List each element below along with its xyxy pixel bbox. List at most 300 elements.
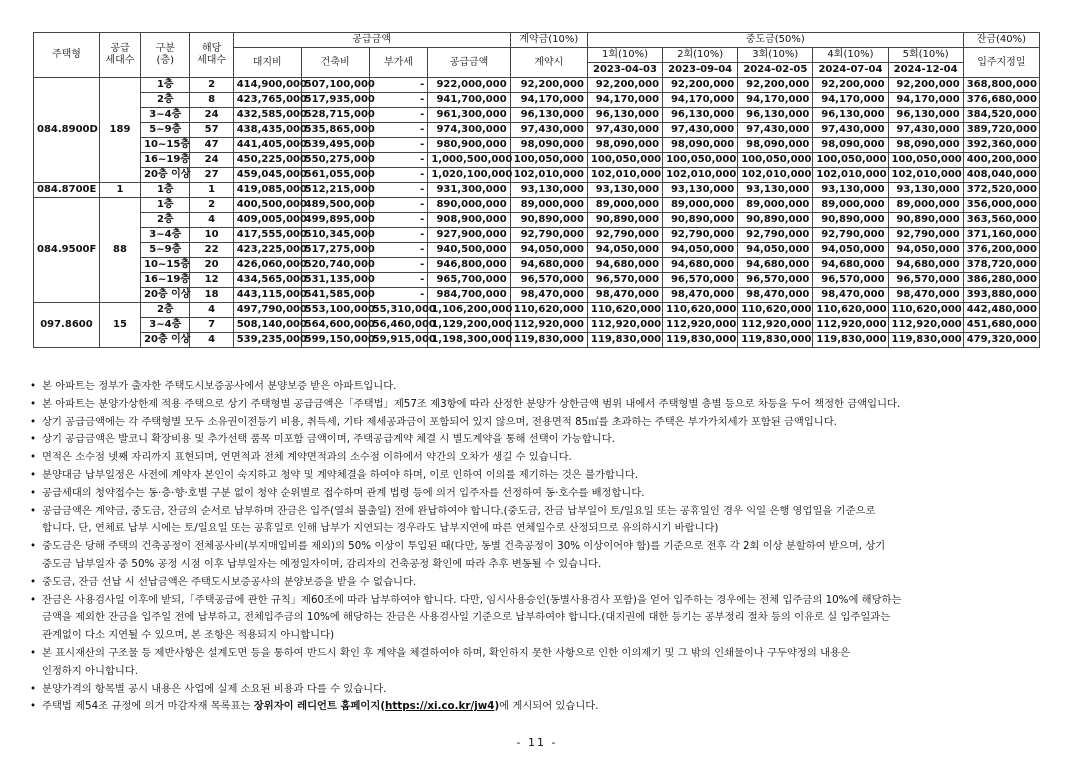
cell-m5: 92,200,000 bbox=[888, 78, 963, 93]
note-line: 합니다. 단, 연체료 납부 시에는 토/일요일 또는 공휴일로 인해 납부가 지연되는 경우라도 납부지연에 따른 연체일수로 산정되므로 유의하시기 바랍니다) bbox=[42, 522, 719, 535]
cell-balance: 479,320,000 bbox=[963, 333, 1039, 348]
cell-m3: 94,050,000 bbox=[738, 243, 813, 258]
note-line: 본 아파트는 분양가상한제 적용 주택으로 상기 주택형별 공급금액은「주택법」제57조 제3항에 따라 산정한 분양가 상한금액 범위 내에서 주택형별 층별 등으로 차등을 두어 책정한 금액입니다. bbox=[42, 397, 901, 410]
cell-m2: 100,050,000 bbox=[663, 153, 738, 168]
cell-floor: 5~9층 bbox=[141, 123, 190, 138]
table-row bbox=[34, 228, 1040, 243]
bullet: • bbox=[30, 682, 37, 695]
cell-contract: 92,200,000 bbox=[510, 78, 587, 93]
cell-land: 417,555,000 bbox=[233, 228, 301, 243]
cell-balance: 389,720,000 bbox=[963, 123, 1039, 138]
bullet: • bbox=[30, 415, 37, 428]
cell-balance: 400,200,000 bbox=[963, 153, 1039, 168]
cell-floor: 1층 bbox=[141, 183, 190, 198]
note-line: 면적은 소수점 넷째 자리까지 표현되며, 연면적과 전체 계약면적과의 소수점 이하에서 약간의 오차가 생길 수 있습니다. bbox=[42, 451, 572, 464]
cell-contract: 89,000,000 bbox=[510, 198, 587, 213]
cell-m3: 90,890,000 bbox=[738, 213, 813, 228]
note-line: 공급금액은 계약금, 중도금, 잔금의 순서로 납부하며 잔금은 입주(열쇠 불출일) 전에 완납하여야 합니다.(중도금, 잔금 납부일이 토/일요일 또는 공휴일인 경우 익일 은행 영업일을 기준으로 bbox=[42, 504, 876, 517]
cell-land: 423,765,000 bbox=[233, 93, 301, 108]
cell-balance: 376,680,000 bbox=[963, 93, 1039, 108]
table-row bbox=[34, 243, 1040, 258]
cell-m4: 119,830,000 bbox=[813, 333, 888, 348]
note-item bbox=[30, 414, 1045, 432]
note-item-homepage bbox=[30, 698, 1045, 716]
cell-m1: 94,680,000 bbox=[587, 258, 662, 273]
cell-m4: 102,010,000 bbox=[813, 168, 888, 183]
cell-vat: - bbox=[369, 213, 428, 228]
cell-contract: 97,430,000 bbox=[510, 123, 587, 138]
note-line: 분양가격의 항목별 공시 내용은 사업에 실제 소요된 비용과 다를 수 있습니다. bbox=[42, 682, 387, 695]
cell-balance: 371,160,000 bbox=[963, 228, 1039, 243]
cell-building: 510,345,000 bbox=[301, 228, 369, 243]
homepage-label bbox=[254, 700, 499, 712]
cell-land: 441,405,000 bbox=[233, 138, 301, 153]
cell-vat: - bbox=[369, 183, 428, 198]
cell-m4: 93,130,000 bbox=[813, 183, 888, 198]
cell-land: 459,045,000 bbox=[233, 168, 301, 183]
note-item bbox=[30, 449, 1045, 467]
cell-balance: 442,480,000 bbox=[963, 303, 1039, 318]
cell-count: 10 bbox=[190, 228, 233, 243]
cell-m5: 110,620,000 bbox=[888, 303, 963, 318]
cell-balance: 408,040,000 bbox=[963, 168, 1039, 183]
cell-supply: 1,129,200,000 bbox=[428, 318, 510, 333]
cell-m4: 89,000,000 bbox=[813, 198, 888, 213]
header-balance-group: 잔금(40%) bbox=[963, 33, 1039, 48]
cell-land: 409,005,000 bbox=[233, 213, 301, 228]
cell-supply: 965,700,000 bbox=[428, 273, 510, 288]
table-row bbox=[34, 303, 1040, 318]
cell-m2: 96,130,000 bbox=[663, 108, 738, 123]
note-item bbox=[30, 645, 1045, 681]
cell-m5: 93,130,000 bbox=[888, 183, 963, 198]
cell-m3: 92,200,000 bbox=[738, 78, 813, 93]
bullet: • bbox=[30, 486, 37, 499]
cell-building: 507,100,000 bbox=[301, 78, 369, 93]
cell-contract: 112,920,000 bbox=[510, 318, 587, 333]
cell-count: 4 bbox=[190, 213, 233, 228]
supply-price-table bbox=[33, 32, 1040, 348]
cell-land: 423,225,000 bbox=[233, 243, 301, 258]
header-mid3: 3회(10%) bbox=[738, 48, 813, 63]
cell-land: 419,085,000 bbox=[233, 183, 301, 198]
cell-supply: 974,300,000 bbox=[428, 123, 510, 138]
table-row bbox=[34, 108, 1040, 123]
cell-m3: 96,130,000 bbox=[738, 108, 813, 123]
cell-contract: 96,130,000 bbox=[510, 108, 587, 123]
cell-m2: 119,830,000 bbox=[663, 333, 738, 348]
header-supply-price: 공급금액 bbox=[428, 48, 510, 78]
page-number: - 11 - bbox=[516, 736, 558, 749]
note-text bbox=[42, 431, 1045, 449]
bullet: • bbox=[30, 700, 37, 713]
cell-m3: 102,010,000 bbox=[738, 168, 813, 183]
header-date1: 2023-04-03 bbox=[587, 63, 662, 78]
cell-vat: 55,310,000 bbox=[369, 303, 428, 318]
cell-contract: 96,570,000 bbox=[510, 273, 587, 288]
header-date4: 2024-07-04 bbox=[813, 63, 888, 78]
header-count: 해당 세대수 bbox=[190, 33, 233, 78]
cell-m2: 110,620,000 bbox=[663, 303, 738, 318]
cell-contract: 94,050,000 bbox=[510, 243, 587, 258]
cell-m2: 112,920,000 bbox=[663, 318, 738, 333]
cell-m2: 102,010,000 bbox=[663, 168, 738, 183]
cell-building: 512,215,000 bbox=[301, 183, 369, 198]
note-line: 본 표시재산의 구조물 등 제반사항은 설계도면 등을 통하여 반드시 확인 후 계약을 체결하여야 하며, 확인하지 못한 사항으로 인한 이의제기 및 그 밖의 인쇄물이나 구두약정의 내용은 bbox=[42, 646, 850, 659]
cell-m5: 94,170,000 bbox=[888, 93, 963, 108]
cell-type: 084.9500F bbox=[34, 198, 100, 303]
cell-vat: - bbox=[369, 108, 428, 123]
table-row bbox=[34, 78, 1040, 93]
cell-m5: 92,790,000 bbox=[888, 228, 963, 243]
table-row bbox=[34, 93, 1040, 108]
cell-m3: 94,680,000 bbox=[738, 258, 813, 273]
table-row bbox=[34, 273, 1040, 288]
cell-contract: 102,010,000 bbox=[510, 168, 587, 183]
cell-contract: 98,470,000 bbox=[510, 288, 587, 303]
cell-land: 438,435,000 bbox=[233, 123, 301, 138]
bullet: • bbox=[30, 593, 37, 606]
cell-count: 4 bbox=[190, 333, 233, 348]
cell-building: 520,740,000 bbox=[301, 258, 369, 273]
cell-building: 561,055,000 bbox=[301, 168, 369, 183]
header-building: 건축비 bbox=[301, 48, 369, 78]
cell-vat: 59,915,000 bbox=[369, 333, 428, 348]
cell-floor: 2층 bbox=[141, 303, 190, 318]
cell-floor: 3~4층 bbox=[141, 228, 190, 243]
homepage-link[interactable]: https://xi.co.kr/jw4 bbox=[385, 700, 495, 713]
bullet: • bbox=[30, 380, 37, 392]
cell-m3: 100,050,000 bbox=[738, 153, 813, 168]
cell-m5: 94,680,000 bbox=[888, 258, 963, 273]
header-mid4: 4회(10%) bbox=[813, 48, 888, 63]
note-text bbox=[42, 503, 1045, 539]
note-text bbox=[42, 378, 1045, 396]
cell-m4: 96,130,000 bbox=[813, 108, 888, 123]
bullet: • bbox=[30, 451, 37, 464]
header-supply-group: 공급금액 bbox=[233, 33, 510, 48]
cell-m2: 90,890,000 bbox=[663, 213, 738, 228]
cell-m1: 94,050,000 bbox=[587, 243, 662, 258]
cell-contract: 119,830,000 bbox=[510, 333, 587, 348]
cell-vat: - bbox=[369, 273, 428, 288]
cell-land: 450,225,000 bbox=[233, 153, 301, 168]
table-row bbox=[34, 183, 1040, 198]
cell-m4: 92,790,000 bbox=[813, 228, 888, 243]
cell-building: 599,150,000 bbox=[301, 333, 369, 348]
cell-supply: 946,800,000 bbox=[428, 258, 510, 273]
cell-m3: 112,920,000 bbox=[738, 318, 813, 333]
cell-m5: 100,050,000 bbox=[888, 153, 963, 168]
cell-land: 414,900,000 bbox=[233, 78, 301, 93]
cell-m3: 93,130,000 bbox=[738, 183, 813, 198]
header-mid2: 2회(10%) bbox=[663, 48, 738, 63]
cell-balance: 393,880,000 bbox=[963, 288, 1039, 303]
cell-supply: 980,900,000 bbox=[428, 138, 510, 153]
cell-m5: 98,470,000 bbox=[888, 288, 963, 303]
cell-m5: 112,920,000 bbox=[888, 318, 963, 333]
cell-m2: 98,470,000 bbox=[663, 288, 738, 303]
cell-count: 12 bbox=[190, 273, 233, 288]
note-suffix: 에 게시되어 있습니다. bbox=[499, 700, 599, 713]
cell-count: 1 bbox=[190, 183, 233, 198]
cell-contract: 92,790,000 bbox=[510, 228, 587, 243]
cell-balance: 376,200,000 bbox=[963, 243, 1039, 258]
cell-building: 531,135,000 bbox=[301, 273, 369, 288]
cell-building: 517,275,000 bbox=[301, 243, 369, 258]
cell-building: 539,495,000 bbox=[301, 138, 369, 153]
note-text bbox=[42, 592, 1045, 645]
cell-units: 189 bbox=[99, 78, 140, 183]
cell-m2: 94,680,000 bbox=[663, 258, 738, 273]
cell-m4: 94,050,000 bbox=[813, 243, 888, 258]
header-type: 주택형 bbox=[34, 33, 100, 78]
cell-m3: 119,830,000 bbox=[738, 333, 813, 348]
header-mid-group: 중도금(50%) bbox=[587, 33, 963, 48]
cell-m2: 93,130,000 bbox=[663, 183, 738, 198]
cell-m2: 94,050,000 bbox=[663, 243, 738, 258]
cell-type: 084.8700E bbox=[34, 183, 100, 198]
note-text bbox=[42, 414, 1045, 432]
cell-supply: 927,900,000 bbox=[428, 228, 510, 243]
note-line: 잔금은 사용검사일 이후에 받되,「주택공급에 관한 규칙」제60조에 따라 납부하여야 합니다. 다만, 임시사용승인(동별사용검사 포함)을 얻어 입주하는 경우에는 전체 입주금의 10%에 해당하는 bbox=[42, 593, 902, 606]
table-row bbox=[34, 198, 1040, 213]
cell-floor: 2층 bbox=[141, 213, 190, 228]
homepage-paren: ) bbox=[494, 700, 500, 713]
cell-m5: 98,090,000 bbox=[888, 138, 963, 153]
cell-m2: 92,790,000 bbox=[663, 228, 738, 243]
cell-floor: 20층 이상 bbox=[141, 288, 190, 303]
note-text bbox=[42, 681, 1045, 699]
cell-type: 097.8600 bbox=[34, 303, 100, 348]
cell-m4: 92,200,000 bbox=[813, 78, 888, 93]
cell-balance: 356,000,000 bbox=[963, 198, 1039, 213]
cell-count: 24 bbox=[190, 153, 233, 168]
bullet: • bbox=[30, 646, 37, 659]
note-item bbox=[30, 485, 1045, 503]
cell-contract: 100,050,000 bbox=[510, 153, 587, 168]
cell-floor: 5~9층 bbox=[141, 243, 190, 258]
cell-vat: 56,460,000 bbox=[369, 318, 428, 333]
note-line: 상기 공급금액은 발코니 확장비용 및 추가선택 품목 미포함 금액이며, 주택공급계약 체결 시 별도계약을 통해 선택이 가능합니다. bbox=[42, 433, 615, 446]
note-item bbox=[30, 538, 1045, 574]
note-line: 본 아파트는 정부가 출자한 주택도시보증공사에서 분양보증 받은 아파트입니다. bbox=[42, 380, 397, 392]
note-text bbox=[42, 396, 1045, 414]
notes-list bbox=[30, 378, 1045, 716]
cell-m1: 96,130,000 bbox=[587, 108, 662, 123]
cell-contract: 93,130,000 bbox=[510, 183, 587, 198]
cell-land: 539,235,000 bbox=[233, 333, 301, 348]
note-text bbox=[42, 645, 1045, 681]
cell-m1: 92,200,000 bbox=[587, 78, 662, 93]
cell-floor: 2층 bbox=[141, 93, 190, 108]
table-row bbox=[34, 288, 1040, 303]
cell-m5: 97,430,000 bbox=[888, 123, 963, 138]
cell-count: 7 bbox=[190, 318, 233, 333]
bullet: • bbox=[30, 397, 37, 410]
cell-balance: 372,520,000 bbox=[963, 183, 1039, 198]
note-line: 금액을 제외한 잔금을 입주일 전에 납부하고, 전체입주금의 10%에 해당하는 잔금은 사용검사일 기준으로 납부하여야 합니다.(대지권에 대한 등기는 공부정리 절차 등의 이유로 실 입주일과는 bbox=[42, 611, 891, 624]
cell-m5: 90,890,000 bbox=[888, 213, 963, 228]
cell-m4: 98,090,000 bbox=[813, 138, 888, 153]
cell-land: 434,565,000 bbox=[233, 273, 301, 288]
table-row bbox=[34, 333, 1040, 348]
cell-count: 24 bbox=[190, 108, 233, 123]
table-row bbox=[34, 123, 1040, 138]
cell-m1: 92,790,000 bbox=[587, 228, 662, 243]
note-prefix: 주택법 제54조 규정에 의거 마감자재 목록표는 bbox=[42, 700, 254, 713]
cell-m4: 94,680,000 bbox=[813, 258, 888, 273]
cell-contract: 90,890,000 bbox=[510, 213, 587, 228]
cell-m1: 97,430,000 bbox=[587, 123, 662, 138]
cell-land: 426,060,000 bbox=[233, 258, 301, 273]
cell-building: 489,500,000 bbox=[301, 198, 369, 213]
note-text bbox=[42, 467, 1045, 485]
note-line: 공급세대의 청약접수는 동·층·향·호별 구분 없이 청약 순위별로 접수하며 관계 법령 등에 의거 입주자를 선정하여 동·호수를 배정합니다. bbox=[42, 486, 645, 499]
note-item bbox=[30, 378, 1045, 396]
header-land: 대지비 bbox=[233, 48, 301, 78]
cell-land: 400,500,000 bbox=[233, 198, 301, 213]
table-row bbox=[34, 153, 1040, 168]
cell-building: 517,935,000 bbox=[301, 93, 369, 108]
cell-supply: 922,000,000 bbox=[428, 78, 510, 93]
cell-m3: 89,000,000 bbox=[738, 198, 813, 213]
cell-floor: 16~19층 bbox=[141, 273, 190, 288]
cell-supply: 984,700,000 bbox=[428, 288, 510, 303]
cell-building: 535,865,000 bbox=[301, 123, 369, 138]
cell-m4: 98,470,000 bbox=[813, 288, 888, 303]
cell-m5: 119,830,000 bbox=[888, 333, 963, 348]
cell-supply: 908,900,000 bbox=[428, 213, 510, 228]
cell-m1: 110,620,000 bbox=[587, 303, 662, 318]
cell-balance: 384,520,000 bbox=[963, 108, 1039, 123]
cell-building: 541,585,000 bbox=[301, 288, 369, 303]
table-row bbox=[34, 213, 1040, 228]
cell-m5: 102,010,000 bbox=[888, 168, 963, 183]
cell-land: 443,115,000 bbox=[233, 288, 301, 303]
cell-m2: 96,570,000 bbox=[663, 273, 738, 288]
cell-m1: 93,130,000 bbox=[587, 183, 662, 198]
cell-supply: 1,000,500,000 bbox=[428, 153, 510, 168]
cell-units: 15 bbox=[99, 303, 140, 348]
cell-supply: 1,020,100,000 bbox=[428, 168, 510, 183]
cell-vat: - bbox=[369, 243, 428, 258]
note-item bbox=[30, 574, 1045, 592]
bullet: • bbox=[30, 468, 37, 481]
cell-m3: 92,790,000 bbox=[738, 228, 813, 243]
cell-m1: 96,570,000 bbox=[587, 273, 662, 288]
cell-supply: 1,198,300,000 bbox=[428, 333, 510, 348]
cell-vat: - bbox=[369, 288, 428, 303]
cell-vat: - bbox=[369, 228, 428, 243]
cell-balance: 392,360,000 bbox=[963, 138, 1039, 153]
cell-m4: 90,890,000 bbox=[813, 213, 888, 228]
cell-vat: - bbox=[369, 138, 428, 153]
note-line: 상기 공급금액에는 각 주택형별 모두 소유권이전등기 비용, 취득세, 기타 제세공과금이 포함되어 있지 않으며, 전용면적 85㎡를 초과하는 주택은 부가가치세가 포함된 금액입니다. bbox=[42, 415, 837, 428]
cell-m1: 90,890,000 bbox=[587, 213, 662, 228]
cell-m4: 112,920,000 bbox=[813, 318, 888, 333]
cell-floor: 10~15층 bbox=[141, 258, 190, 273]
cell-count: 22 bbox=[190, 243, 233, 258]
cell-m3: 94,170,000 bbox=[738, 93, 813, 108]
cell-units: 1 bbox=[99, 183, 140, 198]
cell-balance: 386,280,000 bbox=[963, 273, 1039, 288]
table-row bbox=[34, 258, 1040, 273]
cell-count: 47 bbox=[190, 138, 233, 153]
cell-supply: 1,106,200,000 bbox=[428, 303, 510, 318]
cell-floor: 16~19층 bbox=[141, 153, 190, 168]
note-text bbox=[42, 538, 1045, 574]
cell-floor: 10~15층 bbox=[141, 138, 190, 153]
note-text bbox=[42, 574, 1045, 592]
cell-m2: 97,430,000 bbox=[663, 123, 738, 138]
cell-count: 27 bbox=[190, 168, 233, 183]
cell-m5: 89,000,000 bbox=[888, 198, 963, 213]
cell-balance: 451,680,000 bbox=[963, 318, 1039, 333]
cell-vat: - bbox=[369, 93, 428, 108]
cell-m1: 102,010,000 bbox=[587, 168, 662, 183]
cell-building: 528,715,000 bbox=[301, 108, 369, 123]
note-line: 인정하지 아니합니다. bbox=[42, 664, 139, 677]
cell-type: 084.8900D bbox=[34, 78, 100, 183]
header-floor: 구분 (층) bbox=[141, 33, 190, 78]
note-item bbox=[30, 431, 1045, 449]
cell-m5: 94,050,000 bbox=[888, 243, 963, 258]
cell-m3: 98,470,000 bbox=[738, 288, 813, 303]
note-text bbox=[42, 449, 1045, 467]
cell-count: 2 bbox=[190, 78, 233, 93]
cell-m1: 94,170,000 bbox=[587, 93, 662, 108]
cell-contract: 98,090,000 bbox=[510, 138, 587, 153]
cell-supply: 940,500,000 bbox=[428, 243, 510, 258]
note-item bbox=[30, 681, 1045, 699]
header-contract-group: 계약금(10%) bbox=[510, 33, 587, 48]
header-vat: 부가세 bbox=[369, 48, 428, 78]
cell-m2: 94,170,000 bbox=[663, 93, 738, 108]
cell-m1: 119,830,000 bbox=[587, 333, 662, 348]
header-mid1: 1회(10%) bbox=[587, 48, 662, 63]
cell-vat: - bbox=[369, 198, 428, 213]
note-text bbox=[42, 485, 1045, 503]
bullet: • bbox=[30, 504, 37, 517]
cell-balance: 363,560,000 bbox=[963, 213, 1039, 228]
cell-m1: 98,090,000 bbox=[587, 138, 662, 153]
cell-supply: 931,300,000 bbox=[428, 183, 510, 198]
cell-vat: - bbox=[369, 153, 428, 168]
cell-building: 550,275,000 bbox=[301, 153, 369, 168]
cell-m1: 112,920,000 bbox=[587, 318, 662, 333]
cell-building: 553,100,000 bbox=[301, 303, 369, 318]
cell-floor: 20층 이상 bbox=[141, 168, 190, 183]
bullet: • bbox=[30, 433, 37, 446]
note-item bbox=[30, 503, 1045, 539]
cell-floor: 3~4층 bbox=[141, 318, 190, 333]
cell-m3: 97,430,000 bbox=[738, 123, 813, 138]
note-text bbox=[42, 698, 1045, 716]
note-line: 관계없이 다소 지연될 수 있으며, 본 조항은 적용되지 아니합니다) bbox=[42, 629, 335, 642]
note-line: 분양대금 납부일정은 사전에 계약자 본인이 숙지하고 청약 및 계약체결을 하여야 하며, 이로 인하여 이의를 제기하는 것은 불가합니다. bbox=[42, 468, 639, 481]
cell-m2: 89,000,000 bbox=[663, 198, 738, 213]
cell-contract: 94,170,000 bbox=[510, 93, 587, 108]
cell-m1: 100,050,000 bbox=[587, 153, 662, 168]
cell-count: 57 bbox=[190, 123, 233, 138]
cell-balance: 378,720,000 bbox=[963, 258, 1039, 273]
note-item bbox=[30, 592, 1045, 645]
cell-m1: 89,000,000 bbox=[587, 198, 662, 213]
note-line: 중도금, 잔금 선납 시 선납금액은 주택도시보증공사의 분양보증을 받을 수 없습니다. bbox=[42, 575, 417, 588]
homepage-name: 장위자이 레디언트 홈페이지( bbox=[253, 700, 386, 713]
bullet: • bbox=[30, 575, 37, 588]
